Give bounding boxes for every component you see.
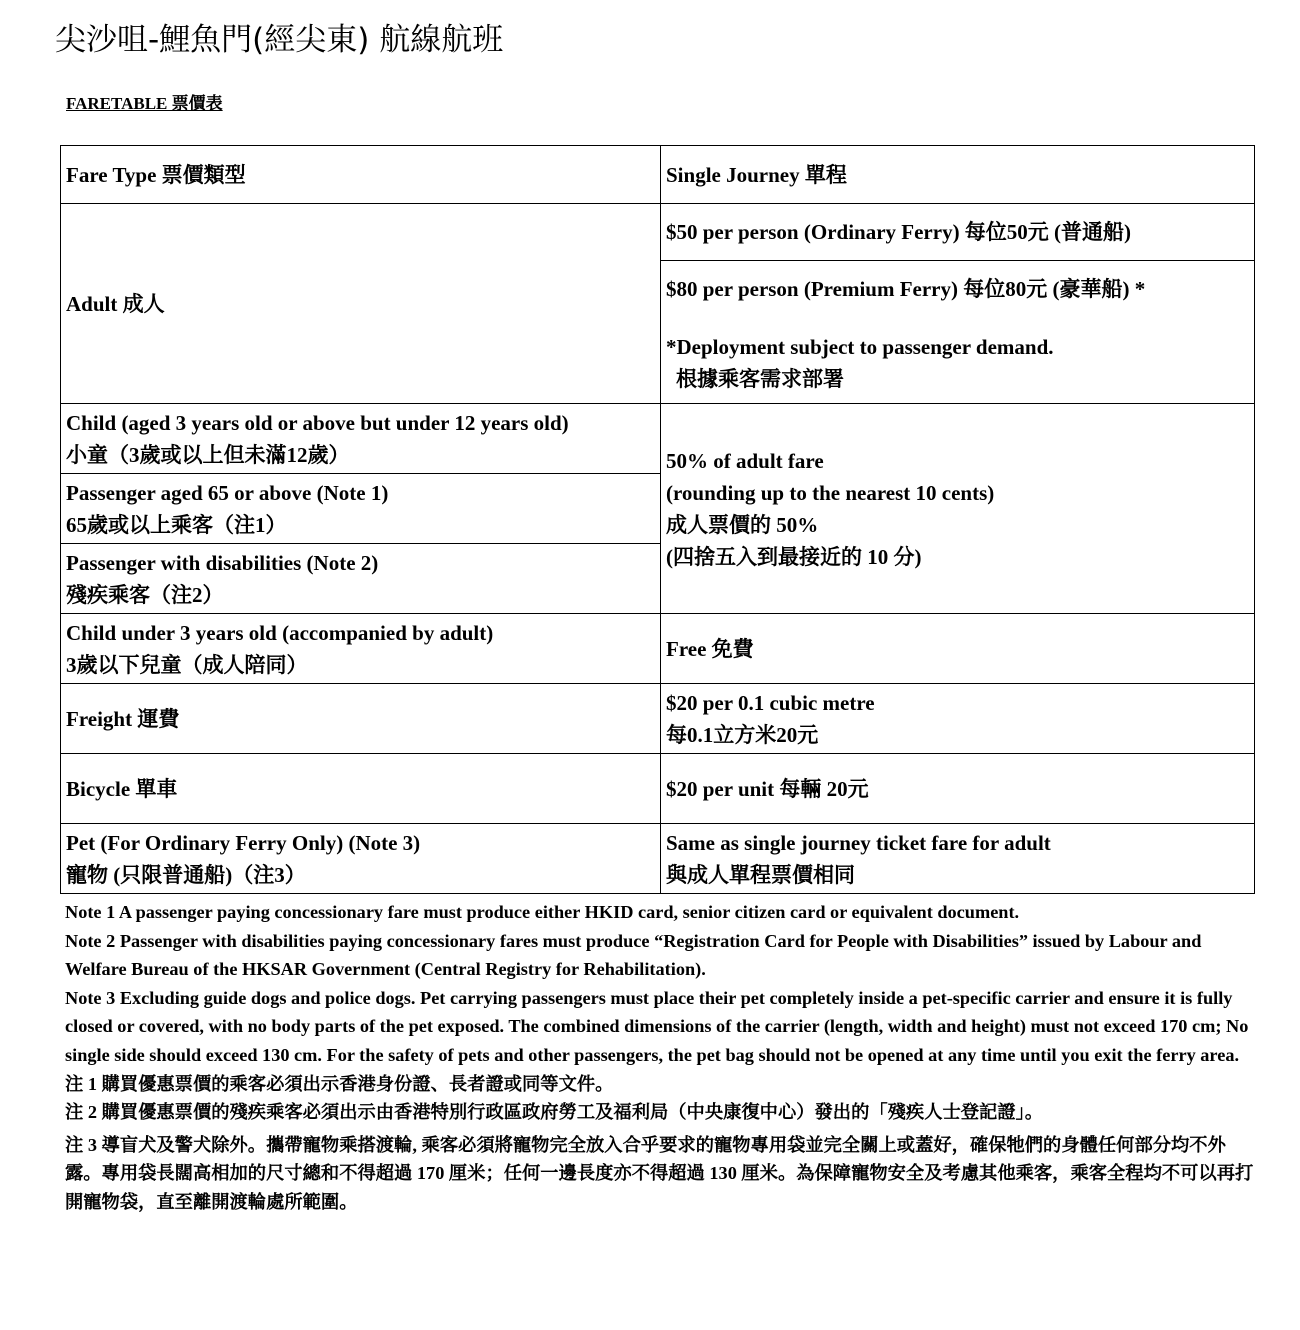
concession-fare-line: 50% of adult fare — [666, 448, 824, 473]
adult-premium-fare: $80 per person (Premium Ferry) 每位80元 (豪華船) * — [666, 277, 1146, 301]
disabled-label-zh: 殘疾乘客（注2） — [66, 582, 224, 607]
concession-fare-cell — [661, 404, 1255, 614]
freight-fare-en: $20 per 0.1 cubic metre — [666, 690, 875, 715]
pet-fare-cell — [661, 824, 1255, 894]
concession-fare-line: (rounding up to the nearest 10 cents) — [666, 480, 995, 505]
table-row-freight — [61, 684, 1255, 754]
child-label-zh: 小童（3歲或以上但未滿12歲） — [66, 442, 350, 467]
child-label-en: Child (aged 3 years old or above but under 12 years old) — [66, 410, 569, 435]
pet-fare-zh: 與成人單程票價相同 — [666, 862, 855, 887]
adult-label: Adult 成人 — [61, 204, 661, 404]
table-header-row — [61, 146, 1255, 204]
freight-label: Freight 運費 — [61, 684, 661, 754]
infant-label-en: Child under 3 years old (accompanied by adult) — [66, 620, 494, 645]
adult-premium-cell — [661, 261, 1255, 404]
notes-section — [65, 898, 1255, 1217]
disabled-label-en: Passenger with disabilities (Note 2) — [66, 550, 379, 575]
header-single-journey: Single Journey 單程 — [661, 146, 1255, 204]
deployment-note-en: *Deployment subject to passenger demand. — [666, 335, 1054, 359]
header-fare-type: Fare Type 票價類型 — [61, 146, 661, 204]
table-row-bicycle — [61, 754, 1255, 824]
pet-fare-en: Same as single journey ticket fare for adult — [666, 830, 1051, 855]
adult-ordinary-fare: $50 per person (Ordinary Ferry) 每位50元 (普通船) — [661, 204, 1255, 261]
note-1-en: Note 1 A passenger paying concessionary fare must produce either HKID card, senior citizen card or equivalent document. — [65, 902, 1020, 922]
infant-label-cell — [61, 614, 661, 684]
deployment-note-zh: 根據乘客需求部署 — [676, 367, 844, 391]
freight-fare-zh: 每0.1立方米20元 — [666, 722, 819, 747]
concession-fare-line: 成人票價的 50% — [666, 512, 819, 537]
pet-label-zh: 寵物 (只限普通船)（注3） — [66, 862, 306, 887]
concession-fare-line: (四捨五入到最接近的 10 分) — [666, 544, 922, 569]
elderly-label-en: Passenger aged 65 or above (Note 1) — [66, 480, 389, 505]
freight-fare-cell — [661, 684, 1255, 754]
fare-table — [60, 145, 1255, 894]
child-label-cell — [61, 404, 661, 474]
infant-fare: Free 免費 — [661, 614, 1255, 684]
note-2-en: Note 2 Passenger with disabilities paying concessionary fares must produce “Registration Card for People with Disabilities” issued by Labour and Welfare Bureau of the HKSAR Government (Central Registry for Rehabilitation). — [65, 930, 1202, 980]
pet-label-en: Pet (For Ordinary Ferry Only) (Note 3) — [66, 830, 421, 855]
note-1-zh: 注 1 購買優惠票價的乘客必須出示香港身份證、長者證或同等文件。 — [65, 1073, 614, 1094]
pet-label-cell — [61, 824, 661, 894]
note-3-en: Note 3 Excluding guide dogs and police dogs. Pet carrying passengers must place their pet completely inside a pet-specific carrier and ensure it is fully closed or covered, with no body parts of the pet exposed. The combined dimensions of the carrier (length, width and height) must not exceed 170 cm; No single side should exceed 130 cm. For the safety of pets and other passengers, the pet bag should not be opened at any time until you exit the ferry area. — [65, 987, 1249, 1065]
bicycle-fare: $20 per unit 每輛 20元 — [661, 754, 1255, 824]
table-row-pet — [61, 824, 1255, 894]
note-2-zh: 注 2 購買優惠票價的殘疾乘客必須出示由香港特別行政區政府勞工及福利局（中央康復中心）發出的「殘疾人士登記證」。 — [65, 1102, 1044, 1123]
disabled-label-cell — [61, 544, 661, 614]
spacer — [666, 305, 1249, 331]
faretable-heading: FARETABLE 票價表 — [66, 94, 223, 113]
elderly-label-cell — [61, 474, 661, 544]
table-row-adult-ordinary — [61, 204, 1255, 261]
infant-label-zh: 3歲以下兒童（成人陪同） — [66, 652, 308, 677]
page-title: 尖沙咀-鯉魚門(經尖東) 航線航班 — [55, 22, 504, 58]
table-row-child — [61, 404, 1255, 474]
bicycle-label: Bicycle 單車 — [61, 754, 661, 824]
note-3-zh: 注 3 導盲犬及警犬除外。攜帶寵物乘搭渡輪, 乘客必須將寵物完全放入合乎要求的寵物專用袋並完全關上或蓋好，確保牠們的身體任何部分均不外露。專用袋長闊高相加的尺寸總和不得超過 170 厘米；任何一邊長度亦不得超過 130 厘米。為保障寵物安全及考慮其他乘客，乘客全程均不可以再打開寵物袋，直至離開渡輪處所範圍。 — [65, 1134, 1254, 1212]
table-row-infant — [61, 614, 1255, 684]
elderly-label-zh: 65歲或以上乘客（注1） — [66, 512, 287, 537]
